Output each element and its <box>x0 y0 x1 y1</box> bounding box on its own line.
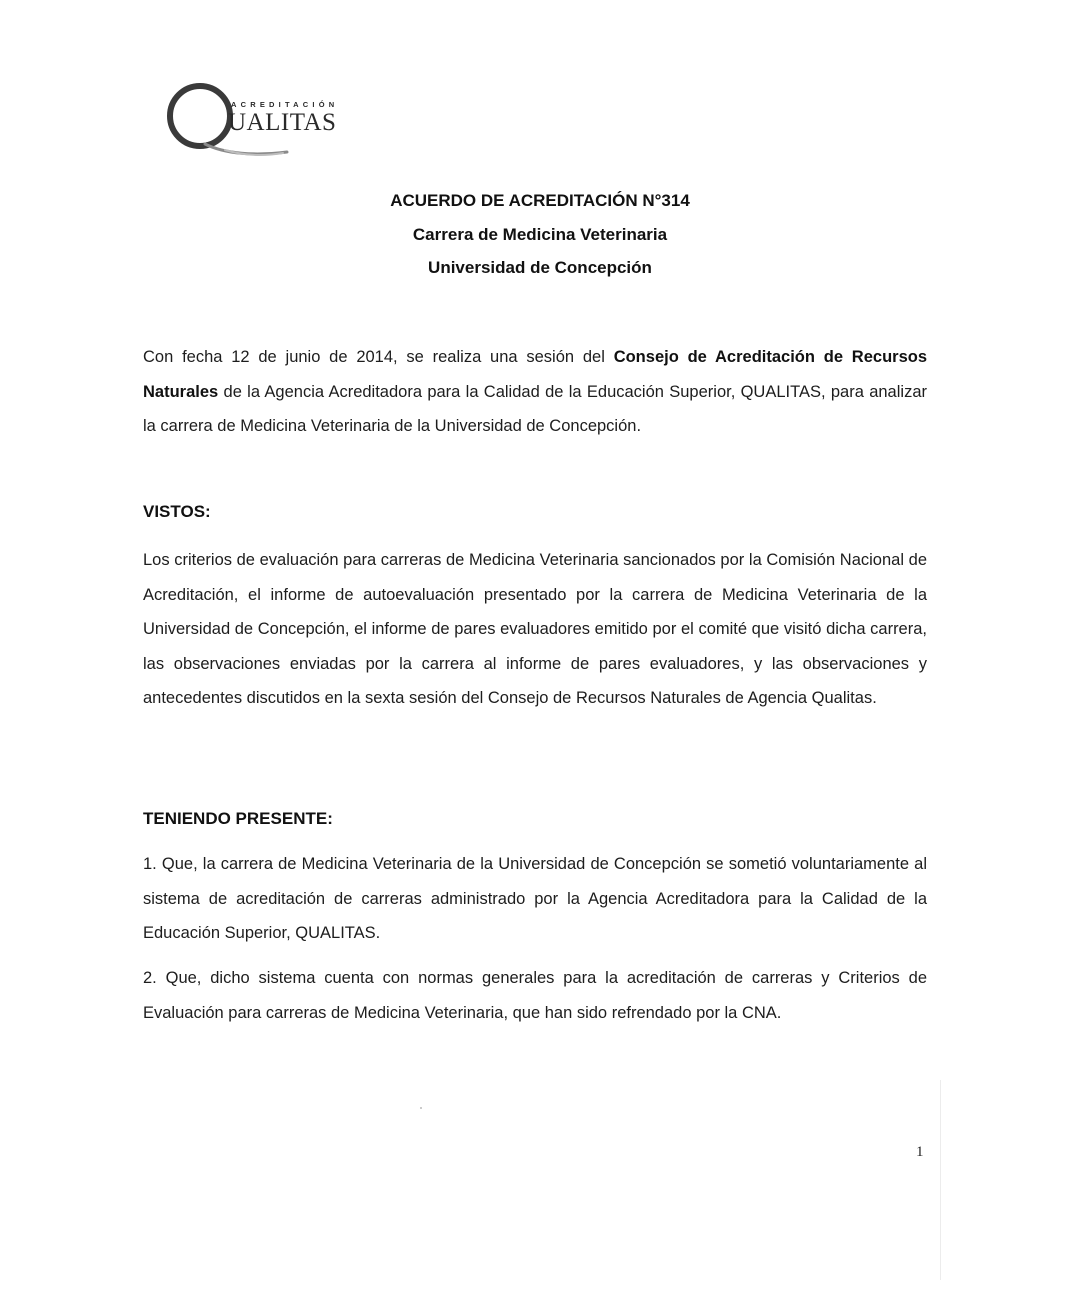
vistos-heading: VISTOS: <box>143 502 211 521</box>
logo-main-text: UALITAS <box>228 109 337 136</box>
intro-text-end: de la Agencia Acreditadora para la Calidad de la Educación Superior, QUALITAS, para analizar la carrera de Medicina Veterinaria de la Universidad de Concepción. <box>143 382 927 435</box>
considerando-item-1: 1. Que, la carrera de Medicina Veterinaria de la Universidad de Concepción se sometió voluntariamente al sistema de acreditación de carreras administrado por la Agencia Acreditadora para la Calidad de la Educación Superior, QUALITAS. <box>143 855 927 942</box>
intro-council-name: Consejo de Acreditación de Recursos Naturales <box>143 348 928 401</box>
program-name: Carrera de Medicina Veterinaria <box>412 225 668 244</box>
page-number: 1 <box>916 1144 924 1160</box>
qualitas-logo <box>165 82 355 162</box>
intro-text-start: Con fecha 12 de junio de 2014, se realiza una sesión del <box>143 348 614 366</box>
scan-speck <box>420 1107 422 1109</box>
logo-top-text: ACREDITACIÓN <box>231 100 339 109</box>
university-name: Universidad de Concepción <box>428 258 652 277</box>
agreement-title: ACUERDO DE ACREDITACIÓN N°314 <box>390 191 690 210</box>
scan-artifact <box>940 1080 941 1280</box>
vistos-paragraph: Los criterios de evaluación para carreras de Medicina Veterinaria sancionados por la Comisión Nacional de Acreditación, el informe de autoevaluación presentado por la carrera de Medicina Veterinaria de la Universidad de Concepción, el informe de pares evaluadores emitido por el comité que visitó dicha carrera, las observaciones enviadas por la carrera al informe de pares evaluadores, y las observaciones y antecedentes discutidos en la sexta sesión del Consejo de Recursos Naturales de Agencia Qualitas. <box>143 551 927 707</box>
intro-paragraph <box>143 340 927 444</box>
considerando-item-2: 2. Que, dicho sistema cuenta con normas generales para la acreditación de carreras y Criterios de Evaluación para carreras de Medicina Veterinaria, que han sido refrendado por la CNA. <box>143 969 927 1022</box>
teniendo-presente-heading: TENIENDO PRESENTE: <box>143 809 333 828</box>
